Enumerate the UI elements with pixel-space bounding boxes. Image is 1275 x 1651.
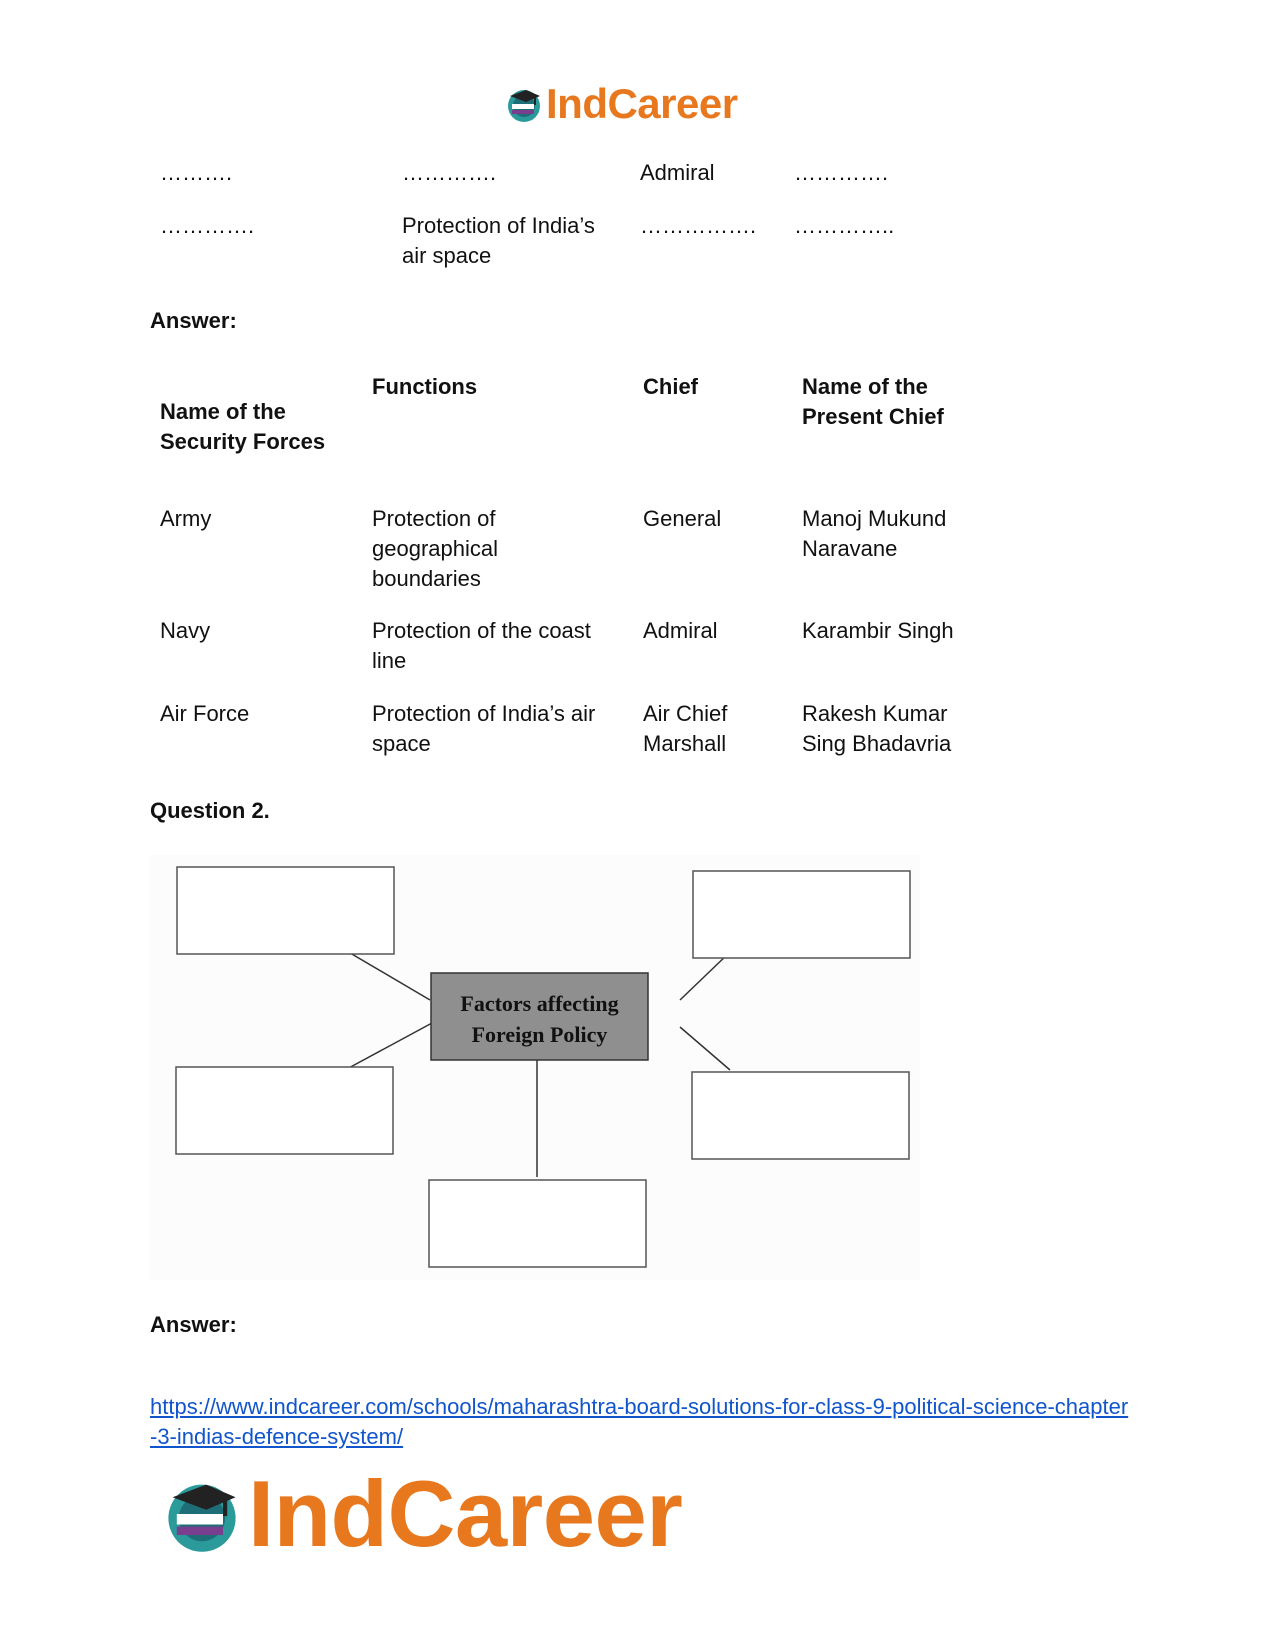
table-cell: Protection of India’s air space — [402, 213, 595, 268]
source-link[interactable]: https://www.indcareer.com/schools/maharashtra-board-solutions-for-class-9-political-science-chapter-3-indias-defence-system/ — [150, 1394, 1129, 1449]
factors-diagram — [150, 855, 920, 1280]
empty-box-top-right — [693, 871, 910, 958]
empty-box-bottom-left — [176, 1067, 393, 1154]
table-cell: ………….. — [794, 213, 895, 238]
table-header: Name of the Security Forces — [160, 399, 326, 454]
table-cell: Admiral — [643, 618, 718, 643]
answer-label: Answer: — [150, 1312, 237, 1337]
brand-name: IndCareer — [248, 1461, 683, 1566]
table-cell: ………. — [160, 160, 233, 185]
graduation-cap-globe-icon — [160, 1472, 244, 1556]
table-cell: General — [643, 506, 722, 531]
answer-label: Answer: — [150, 308, 237, 333]
center-label-line1: Factors affecting — [460, 991, 619, 1016]
table-cell: Protection of geographical boundaries — [372, 506, 498, 591]
table-header: Name of the Present Chief — [802, 374, 944, 429]
brand-name: IndCareer — [546, 80, 738, 127]
table-cell: Navy — [160, 618, 211, 643]
table-cell: Rakesh Kumar Sing Bhadavria — [802, 701, 952, 756]
table-header: Chief — [643, 374, 698, 399]
table-header: Functions — [372, 374, 478, 399]
indcareer-logo-bottom — [160, 1461, 683, 1566]
table-cell: Protection of the coast line — [372, 618, 591, 673]
table-cell: Air Force — [160, 701, 250, 726]
question-label: Question 2. — [150, 798, 270, 823]
table-cell: …………. — [160, 213, 255, 238]
table-cell: Air Chief Marshall — [643, 701, 728, 756]
table-cell: …………. — [794, 160, 889, 185]
indcareer-logo-top — [504, 78, 738, 130]
table-cell: Manoj Mukund Naravane — [802, 506, 947, 561]
table-cell: Karambir Singh — [802, 618, 954, 643]
empty-box-bottom-right — [692, 1072, 909, 1159]
table-cell: Army — [160, 506, 212, 531]
table-cell: Protection of India’s air space — [372, 701, 596, 756]
table-cell: ……………. — [640, 213, 757, 238]
center-label-line2: Foreign Policy — [471, 1022, 608, 1047]
table-cell: …………. — [402, 160, 497, 185]
empty-box-bottom-center — [429, 1180, 646, 1267]
graduation-cap-globe-icon — [504, 84, 544, 124]
table-cell: Admiral — [640, 160, 715, 185]
empty-box-top-left — [177, 867, 394, 954]
